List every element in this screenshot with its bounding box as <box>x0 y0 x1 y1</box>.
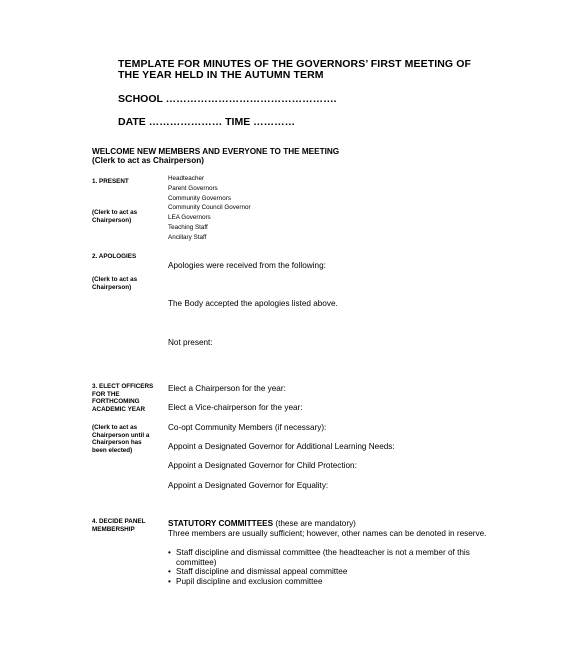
not-present-text: Not present: <box>168 338 213 347</box>
bullet: • <box>168 548 171 557</box>
committees-intro: Three members are usually sufficient; however, other names can be denoted in reserve. <box>168 529 487 538</box>
officer-item: Appoint a Designated Governor for Equality: <box>168 481 329 490</box>
apologies-accepted-text: The Body accepted the apologies listed above. <box>168 299 338 308</box>
list-item: Headteacher <box>168 175 205 182</box>
title-line-2: THE YEAR HELD IN THE AUTUMN TERM <box>118 69 324 81</box>
officer-item: Elect a Chairperson for the year: <box>168 384 286 393</box>
welcome-heading: WELCOME NEW MEMBERS AND EVERYONE TO THE MEETING <box>92 147 340 156</box>
list-item <box>168 577 490 587</box>
panel-label-1: 4. DECIDE PANEL <box>92 518 146 525</box>
apologies-received-text: Apologies were received from the following: <box>168 261 326 270</box>
officer-item: Appoint a Designated Governor for Child Protection: <box>168 461 357 470</box>
committees-heading <box>168 519 356 529</box>
list-item: Parent Governors <box>168 184 218 192</box>
list-item: Teaching Staff <box>168 223 208 231</box>
list-item: Community Governors <box>168 194 231 202</box>
bullet-text: Staff discipline and dismissal appeal committee <box>176 567 348 577</box>
present-label: 1. PRESENT <box>92 178 129 185</box>
school-field: SCHOOL …………………………………………. <box>118 93 337 105</box>
officers-label-2: FOR THE <box>92 390 120 398</box>
welcome-subheading: (Clerk to act as Chairperson) <box>92 156 204 165</box>
present-list <box>168 174 251 243</box>
bullet: • <box>168 567 171 577</box>
apologies-note-2: Chairperson) <box>92 283 132 291</box>
present-note-1: (Clerk to act as <box>92 209 138 216</box>
bullet-text: Pupil discipline and exclusion committee <box>176 576 323 586</box>
committees-list <box>168 548 490 586</box>
officers-note-1: (Clerk to act as <box>92 424 138 431</box>
list-item: LEA Governors <box>168 214 211 222</box>
officers-note-3: Chairperson has <box>92 439 142 446</box>
bullet-text: Staff discipline and dismissal committee (the headteacher is not a member of this committee) <box>176 548 470 567</box>
list-item: Ancillary Staff <box>168 233 207 241</box>
committees-heading-rest: (these are mandatory) <box>273 519 356 528</box>
apologies-label: 2. APOLOGIES <box>92 253 137 260</box>
title-line-1: TEMPLATE FOR MINUTES OF THE GOVERNORS’ FIRST MEETING OF <box>118 58 471 70</box>
list-item <box>168 548 490 567</box>
apologies-note-1: (Clerk to act as <box>92 276 138 283</box>
present-note-2: Chairperson) <box>92 216 132 224</box>
committees-heading-bold: STATUTORY COMMITTEES <box>168 519 274 528</box>
date-time-field: DATE ………………… TIME ………… <box>118 116 296 128</box>
officers-note-4: been elected) <box>92 446 133 454</box>
list-item: Community Council Governor <box>168 204 251 212</box>
officer-item: Co-opt Community Members (if necessary): <box>168 423 327 432</box>
officers-label-4: ACADEMIC YEAR <box>92 405 146 413</box>
officers-note-2: Chairperson until a <box>92 431 150 439</box>
officer-item: Appoint a Designated Governor for Additional Learning Needs: <box>168 442 395 451</box>
officers-label-1: 3. ELECT OFFICERS <box>92 383 154 390</box>
officer-item: Elect a Vice-chairperson for the year: <box>168 403 303 412</box>
officers-label-3: FORTHCOMING <box>92 398 140 405</box>
list-item <box>168 567 490 577</box>
panel-label-2: MEMBERSHIP <box>92 525 135 533</box>
bullet: • <box>168 576 171 586</box>
